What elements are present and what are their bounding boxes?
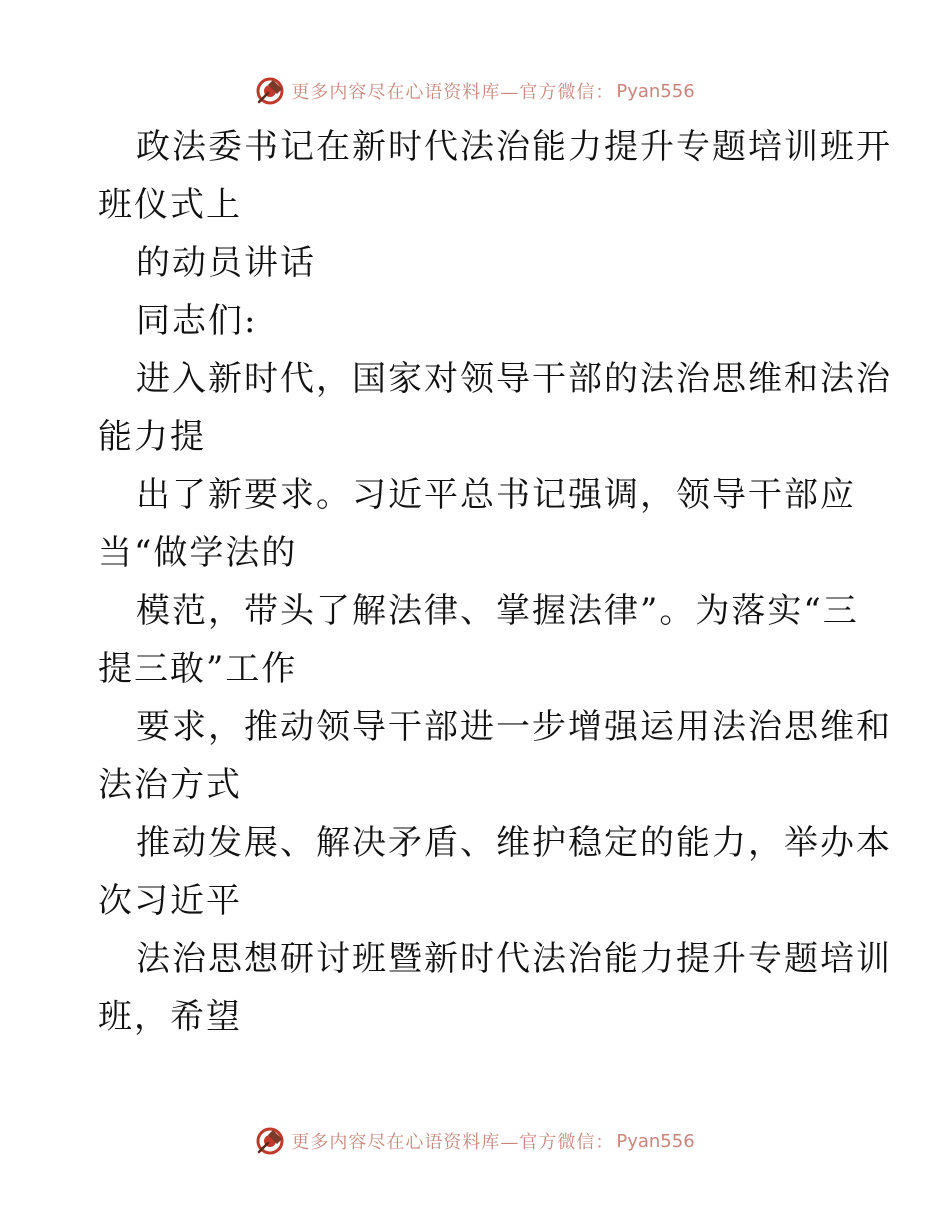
text-line: 当“做学法的	[98, 533, 298, 573]
document-body	[98, 118, 892, 1046]
text-line: 法治方式	[98, 765, 242, 805]
seal-pen-logo-icon	[255, 76, 285, 106]
text-line: 班仪式上	[98, 185, 242, 225]
watermark-id: Pyan556	[616, 80, 695, 102]
watermark-text: 更多内容尽在心语资料库—官方微信：	[291, 82, 615, 103]
seal-pen-logo-icon	[255, 1126, 285, 1156]
text-line: 班，希望	[98, 997, 242, 1037]
text-line: 出了新要求。习近平总书记强调，领导干部应	[136, 475, 856, 515]
text-line: 次习近平	[98, 881, 242, 921]
text-line: 同志们:	[136, 301, 258, 341]
text-line: 能力提	[98, 417, 206, 457]
text-line: 推动发展、解决矛盾、维护稳定的能力，举办本	[136, 823, 892, 863]
footer-watermark	[0, 1124, 950, 1158]
text-line: 的动员讲话	[136, 243, 316, 283]
text-line: 要求，推动领导干部进一步增强运用法治思维和	[136, 707, 892, 747]
watermark-id: Pyan556	[616, 1130, 695, 1152]
text-line: 提三敢”工作	[98, 649, 298, 689]
text-line: 进入新时代，国家对领导干部的法治思维和法治	[136, 359, 892, 399]
text-line: 政法委书记在新时代法治能力提升专题培训班开	[136, 127, 892, 167]
watermark-text: 更多内容尽在心语资料库—官方微信：	[291, 1132, 615, 1153]
text-line: 模范，带头了解法律、掌握法律”。为落实“三	[136, 591, 859, 631]
header-watermark	[0, 74, 950, 108]
text-line: 法治思想研讨班暨新时代法治能力提升专题培训	[136, 939, 892, 979]
